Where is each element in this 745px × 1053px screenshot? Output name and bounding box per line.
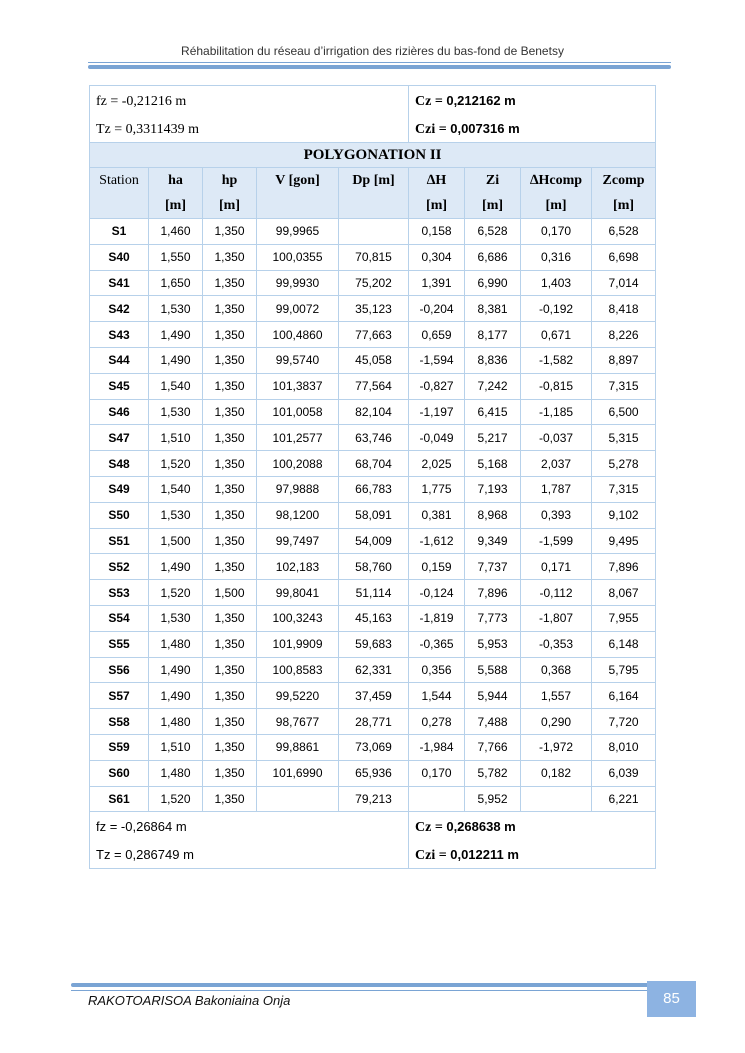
top-summary-left bbox=[90, 86, 409, 143]
table-row bbox=[90, 734, 656, 760]
cell-ha: 1,520 bbox=[149, 451, 203, 477]
cell-v: 101,0058 bbox=[257, 399, 339, 425]
column-header-row bbox=[90, 168, 656, 219]
cell-station: S55 bbox=[90, 631, 149, 657]
table-row bbox=[90, 760, 656, 786]
cell-zi: 8,177 bbox=[465, 322, 521, 348]
cell-delta-h: 0,158 bbox=[409, 219, 465, 245]
cell-zcomp: 6,148 bbox=[592, 631, 656, 657]
cell-station: S48 bbox=[90, 451, 149, 477]
top-summary-right bbox=[409, 86, 656, 143]
cell-station: S52 bbox=[90, 554, 149, 580]
bottom-summary-right bbox=[409, 812, 656, 869]
cell-v: 100,8583 bbox=[257, 657, 339, 683]
cell-station: S40 bbox=[90, 244, 149, 270]
cell-dp bbox=[339, 219, 409, 245]
cell-delta-h: -0,827 bbox=[409, 373, 465, 399]
cell-dp: 75,202 bbox=[339, 270, 409, 296]
cell-delta-hcomp: -0,192 bbox=[521, 296, 592, 322]
cell-delta-hcomp: 0,182 bbox=[521, 760, 592, 786]
cell-dp: 51,114 bbox=[339, 580, 409, 606]
page-header-title: Réhabilitation du réseau d’irrigation des rizières du bas-fond de Benetsy bbox=[181, 44, 564, 58]
table-row bbox=[90, 554, 656, 580]
table-row bbox=[90, 347, 656, 373]
col-header-delta-hcomp: ∆Hcomp [m] bbox=[521, 168, 592, 219]
cell-ha: 1,520 bbox=[149, 580, 203, 606]
cell-zi: 5,953 bbox=[465, 631, 521, 657]
col-header-zi: Zi [m] bbox=[465, 168, 521, 219]
cell-hp: 1,350 bbox=[203, 270, 257, 296]
cell-delta-h: -1,819 bbox=[409, 605, 465, 631]
cell-ha: 1,480 bbox=[149, 631, 203, 657]
cell-delta-h: -0,049 bbox=[409, 425, 465, 451]
cell-zi: 7,773 bbox=[465, 605, 521, 631]
table-row bbox=[90, 270, 656, 296]
cell-delta-hcomp: -1,185 bbox=[521, 399, 592, 425]
cell-v: 102,183 bbox=[257, 554, 339, 580]
cell-station: S44 bbox=[90, 347, 149, 373]
cell-dp: 35,123 bbox=[339, 296, 409, 322]
table-row bbox=[90, 657, 656, 683]
cell-station: S57 bbox=[90, 683, 149, 709]
cell-station: S61 bbox=[90, 786, 149, 812]
cell-delta-h: -1,197 bbox=[409, 399, 465, 425]
cell-zi: 8,968 bbox=[465, 502, 521, 528]
cell-station: S47 bbox=[90, 425, 149, 451]
cell-delta-hcomp: -0,037 bbox=[521, 425, 592, 451]
cell-hp: 1,350 bbox=[203, 373, 257, 399]
cell-v: 100,4860 bbox=[257, 322, 339, 348]
table-row bbox=[90, 580, 656, 606]
cell-hp: 1,350 bbox=[203, 605, 257, 631]
cell-hp: 1,350 bbox=[203, 502, 257, 528]
cell-delta-hcomp: 2,037 bbox=[521, 451, 592, 477]
cell-delta-h: 0,159 bbox=[409, 554, 465, 580]
cell-hp: 1,350 bbox=[203, 528, 257, 554]
cell-station: S50 bbox=[90, 502, 149, 528]
cell-delta-hcomp: -0,353 bbox=[521, 631, 592, 657]
cell-station: S43 bbox=[90, 322, 149, 348]
cell-station: S1 bbox=[90, 219, 149, 245]
table-row bbox=[90, 399, 656, 425]
cell-delta-h: 1,544 bbox=[409, 683, 465, 709]
cell-zi: 9,349 bbox=[465, 528, 521, 554]
cell-delta-h: -1,984 bbox=[409, 734, 465, 760]
cell-v: 100,3243 bbox=[257, 605, 339, 631]
cell-zcomp: 8,418 bbox=[592, 296, 656, 322]
cell-station: S59 bbox=[90, 734, 149, 760]
cell-zcomp: 7,720 bbox=[592, 709, 656, 735]
cell-hp: 1,350 bbox=[203, 554, 257, 580]
header-rule bbox=[88, 62, 671, 63]
cell-v: 101,9909 bbox=[257, 631, 339, 657]
cell-v: 99,9930 bbox=[257, 270, 339, 296]
cell-delta-h: 0,659 bbox=[409, 322, 465, 348]
cell-delta-hcomp: 0,393 bbox=[521, 502, 592, 528]
cell-station: S41 bbox=[90, 270, 149, 296]
table-title: POLYGONATION II bbox=[90, 143, 656, 168]
cell-zcomp: 5,315 bbox=[592, 425, 656, 451]
col-header-v: V [gon] bbox=[257, 168, 339, 219]
top-summary-row bbox=[90, 86, 656, 143]
bottom-summary-left bbox=[90, 812, 409, 869]
col-header-dp: Dp [m] bbox=[339, 168, 409, 219]
cell-v: 100,2088 bbox=[257, 451, 339, 477]
cell-ha: 1,490 bbox=[149, 322, 203, 348]
cell-v: 97,9888 bbox=[257, 476, 339, 502]
cell-delta-h: -0,365 bbox=[409, 631, 465, 657]
cell-ha: 1,650 bbox=[149, 270, 203, 296]
cell-station: S51 bbox=[90, 528, 149, 554]
cell-delta-hcomp: 1,557 bbox=[521, 683, 592, 709]
cell-zi: 8,836 bbox=[465, 347, 521, 373]
cell-dp: 82,104 bbox=[339, 399, 409, 425]
cell-zcomp: 6,039 bbox=[592, 760, 656, 786]
cell-hp: 1,350 bbox=[203, 476, 257, 502]
cell-hp: 1,350 bbox=[203, 709, 257, 735]
cell-ha: 1,520 bbox=[149, 786, 203, 812]
cell-v: 99,0072 bbox=[257, 296, 339, 322]
cell-zi: 5,168 bbox=[465, 451, 521, 477]
cell-delta-hcomp: 1,403 bbox=[521, 270, 592, 296]
cell-station: S58 bbox=[90, 709, 149, 735]
cell-dp: 54,009 bbox=[339, 528, 409, 554]
table-row bbox=[90, 219, 656, 245]
cell-zcomp: 9,102 bbox=[592, 502, 656, 528]
cell-hp: 1,350 bbox=[203, 760, 257, 786]
cell-zcomp: 7,315 bbox=[592, 476, 656, 502]
col-header-station: Station bbox=[90, 168, 149, 219]
cell-dp: 77,663 bbox=[339, 322, 409, 348]
cell-v: 101,3837 bbox=[257, 373, 339, 399]
polygonation-table bbox=[89, 85, 656, 869]
cell-hp: 1,350 bbox=[203, 657, 257, 683]
table-row bbox=[90, 476, 656, 502]
cell-zcomp: 7,014 bbox=[592, 270, 656, 296]
cell-delta-h: -1,612 bbox=[409, 528, 465, 554]
table-row bbox=[90, 373, 656, 399]
col-header-hp: hp [m] bbox=[203, 168, 257, 219]
cell-v: 101,2577 bbox=[257, 425, 339, 451]
cell-delta-h: 0,356 bbox=[409, 657, 465, 683]
cell-delta-h: 1,391 bbox=[409, 270, 465, 296]
cell-zi: 7,896 bbox=[465, 580, 521, 606]
cell-delta-h: -0,204 bbox=[409, 296, 465, 322]
cell-zi: 8,381 bbox=[465, 296, 521, 322]
cell-v: 98,1200 bbox=[257, 502, 339, 528]
col-header-delta-h: ∆H [m] bbox=[409, 168, 465, 219]
table-row bbox=[90, 683, 656, 709]
cell-hp: 1,350 bbox=[203, 683, 257, 709]
cell-zi: 6,528 bbox=[465, 219, 521, 245]
cell-hp: 1,350 bbox=[203, 347, 257, 373]
cell-zcomp: 6,221 bbox=[592, 786, 656, 812]
cell-dp: 73,069 bbox=[339, 734, 409, 760]
cell-ha: 1,510 bbox=[149, 734, 203, 760]
cell-delta-h: -0,124 bbox=[409, 580, 465, 606]
cell-delta-hcomp bbox=[521, 786, 592, 812]
cell-v: 99,8861 bbox=[257, 734, 339, 760]
cell-station: S42 bbox=[90, 296, 149, 322]
cell-zi: 7,242 bbox=[465, 373, 521, 399]
cell-hp: 1,350 bbox=[203, 451, 257, 477]
cell-ha: 1,550 bbox=[149, 244, 203, 270]
table-row bbox=[90, 709, 656, 735]
cell-zi: 5,952 bbox=[465, 786, 521, 812]
cell-station: S45 bbox=[90, 373, 149, 399]
cell-ha: 1,530 bbox=[149, 296, 203, 322]
cell-delta-h: 2,025 bbox=[409, 451, 465, 477]
cell-v: 99,5740 bbox=[257, 347, 339, 373]
header-rule-thick bbox=[88, 65, 671, 69]
table-row bbox=[90, 322, 656, 348]
cell-zcomp: 8,010 bbox=[592, 734, 656, 760]
cell-zi: 7,488 bbox=[465, 709, 521, 735]
cell-delta-hcomp: 0,170 bbox=[521, 219, 592, 245]
cell-ha: 1,490 bbox=[149, 347, 203, 373]
cell-hp: 1,350 bbox=[203, 786, 257, 812]
cell-zcomp: 5,795 bbox=[592, 657, 656, 683]
table-row bbox=[90, 605, 656, 631]
cell-station: S49 bbox=[90, 476, 149, 502]
cell-zcomp: 7,955 bbox=[592, 605, 656, 631]
table-row bbox=[90, 786, 656, 812]
table-row bbox=[90, 502, 656, 528]
cell-hp: 1,350 bbox=[203, 219, 257, 245]
cell-ha: 1,530 bbox=[149, 502, 203, 528]
cell-ha: 1,530 bbox=[149, 399, 203, 425]
cell-ha: 1,480 bbox=[149, 760, 203, 786]
cell-delta-hcomp: -1,599 bbox=[521, 528, 592, 554]
cell-hp: 1,500 bbox=[203, 580, 257, 606]
cell-delta-hcomp: -0,815 bbox=[521, 373, 592, 399]
cell-hp: 1,350 bbox=[203, 734, 257, 760]
cell-delta-hcomp: -1,807 bbox=[521, 605, 592, 631]
table-row bbox=[90, 296, 656, 322]
cell-zcomp: 6,528 bbox=[592, 219, 656, 245]
cell-dp: 58,091 bbox=[339, 502, 409, 528]
cell-ha: 1,510 bbox=[149, 425, 203, 451]
cell-dp: 66,783 bbox=[339, 476, 409, 502]
cell-dp: 63,746 bbox=[339, 425, 409, 451]
table-row bbox=[90, 528, 656, 554]
cell-dp: 45,163 bbox=[339, 605, 409, 631]
cell-hp: 1,350 bbox=[203, 425, 257, 451]
table-row bbox=[90, 425, 656, 451]
cell-v: 100,0355 bbox=[257, 244, 339, 270]
cell-zcomp: 5,278 bbox=[592, 451, 656, 477]
cell-station: S54 bbox=[90, 605, 149, 631]
cell-station: S53 bbox=[90, 580, 149, 606]
cell-delta-h: 0,381 bbox=[409, 502, 465, 528]
cell-zi: 7,737 bbox=[465, 554, 521, 580]
cell-delta-hcomp: -1,582 bbox=[521, 347, 592, 373]
cell-zcomp: 9,495 bbox=[592, 528, 656, 554]
cell-delta-h: 0,170 bbox=[409, 760, 465, 786]
footer-author: RAKOTOARISOA Bakoniaina Onja bbox=[88, 993, 291, 1008]
cell-v: 99,5220 bbox=[257, 683, 339, 709]
cell-dp: 79,213 bbox=[339, 786, 409, 812]
cell-dp: 58,760 bbox=[339, 554, 409, 580]
bottom-fz: fz = -0,26864 m bbox=[96, 819, 187, 835]
cell-delta-h: -1,594 bbox=[409, 347, 465, 373]
cell-dp: 37,459 bbox=[339, 683, 409, 709]
footer-rule bbox=[71, 990, 649, 991]
cell-delta-hcomp: 0,171 bbox=[521, 554, 592, 580]
col-header-zcomp: Zcomp [m] bbox=[592, 168, 656, 219]
cell-dp: 45,058 bbox=[339, 347, 409, 373]
cell-ha: 1,490 bbox=[149, 657, 203, 683]
cell-dp: 28,771 bbox=[339, 709, 409, 735]
bottom-tz: Tz = 0,286749 m bbox=[96, 847, 194, 863]
cell-zi: 6,990 bbox=[465, 270, 521, 296]
table-row bbox=[90, 244, 656, 270]
cell-zcomp: 7,896 bbox=[592, 554, 656, 580]
cell-dp: 70,815 bbox=[339, 244, 409, 270]
cell-ha: 1,490 bbox=[149, 683, 203, 709]
cell-dp: 59,683 bbox=[339, 631, 409, 657]
cell-v: 99,8041 bbox=[257, 580, 339, 606]
cell-v: 99,9965 bbox=[257, 219, 339, 245]
table-row bbox=[90, 631, 656, 657]
table-title-row bbox=[90, 143, 656, 168]
cell-dp: 65,936 bbox=[339, 760, 409, 786]
cell-hp: 1,350 bbox=[203, 399, 257, 425]
cell-zi: 5,782 bbox=[465, 760, 521, 786]
cell-delta-hcomp: 0,290 bbox=[521, 709, 592, 735]
cell-ha: 1,460 bbox=[149, 219, 203, 245]
top-czi: Czi = 0,007316 m bbox=[415, 121, 520, 137]
table-row bbox=[90, 451, 656, 477]
cell-zcomp: 7,315 bbox=[592, 373, 656, 399]
cell-zi: 5,217 bbox=[465, 425, 521, 451]
cell-hp: 1,350 bbox=[203, 322, 257, 348]
cell-station: S60 bbox=[90, 760, 149, 786]
cell-dp: 77,564 bbox=[339, 373, 409, 399]
cell-delta-h bbox=[409, 786, 465, 812]
cell-dp: 62,331 bbox=[339, 657, 409, 683]
cell-zi: 5,944 bbox=[465, 683, 521, 709]
cell-zcomp: 8,226 bbox=[592, 322, 656, 348]
bottom-czi: Czi = 0,012211 m bbox=[415, 847, 519, 864]
cell-ha: 1,500 bbox=[149, 528, 203, 554]
cell-ha: 1,490 bbox=[149, 554, 203, 580]
cell-station: S56 bbox=[90, 657, 149, 683]
cell-hp: 1,350 bbox=[203, 244, 257, 270]
cell-zi: 5,588 bbox=[465, 657, 521, 683]
top-cz: Cz = 0,212162 m bbox=[415, 93, 516, 109]
cell-hp: 1,350 bbox=[203, 631, 257, 657]
cell-delta-hcomp: -1,972 bbox=[521, 734, 592, 760]
cell-zi: 7,766 bbox=[465, 734, 521, 760]
cell-ha: 1,530 bbox=[149, 605, 203, 631]
cell-ha: 1,540 bbox=[149, 373, 203, 399]
bottom-summary-row bbox=[90, 812, 656, 869]
cell-ha: 1,480 bbox=[149, 709, 203, 735]
cell-zcomp: 6,164 bbox=[592, 683, 656, 709]
cell-delta-hcomp: 0,316 bbox=[521, 244, 592, 270]
top-tz: Tz = 0,3311439 m bbox=[96, 122, 200, 137]
cell-v: 98,7677 bbox=[257, 709, 339, 735]
cell-zi: 6,686 bbox=[465, 244, 521, 270]
cell-hp: 1,350 bbox=[203, 296, 257, 322]
cell-zcomp: 6,500 bbox=[592, 399, 656, 425]
cell-delta-hcomp: 1,787 bbox=[521, 476, 592, 502]
cell-delta-h: 0,304 bbox=[409, 244, 465, 270]
bottom-cz: Cz = 0,268638 m bbox=[415, 819, 516, 836]
cell-delta-hcomp: 0,368 bbox=[521, 657, 592, 683]
cell-zi: 7,193 bbox=[465, 476, 521, 502]
cell-delta-h: 1,775 bbox=[409, 476, 465, 502]
col-header-ha: ha [m] bbox=[149, 168, 203, 219]
cell-delta-hcomp: 0,671 bbox=[521, 322, 592, 348]
cell-zcomp: 8,897 bbox=[592, 347, 656, 373]
cell-station: S46 bbox=[90, 399, 149, 425]
cell-zi: 6,415 bbox=[465, 399, 521, 425]
page-number-badge: 85 bbox=[647, 981, 696, 1017]
top-fz: fz = -0,21216 m bbox=[96, 94, 187, 109]
cell-zcomp: 8,067 bbox=[592, 580, 656, 606]
cell-ha: 1,540 bbox=[149, 476, 203, 502]
cell-delta-hcomp: -0,112 bbox=[521, 580, 592, 606]
cell-v: 99,7497 bbox=[257, 528, 339, 554]
cell-dp: 68,704 bbox=[339, 451, 409, 477]
cell-zcomp: 6,698 bbox=[592, 244, 656, 270]
cell-v: 101,6990 bbox=[257, 760, 339, 786]
footer-rule-thick bbox=[71, 983, 649, 987]
cell-delta-h: 0,278 bbox=[409, 709, 465, 735]
cell-v bbox=[257, 786, 339, 812]
